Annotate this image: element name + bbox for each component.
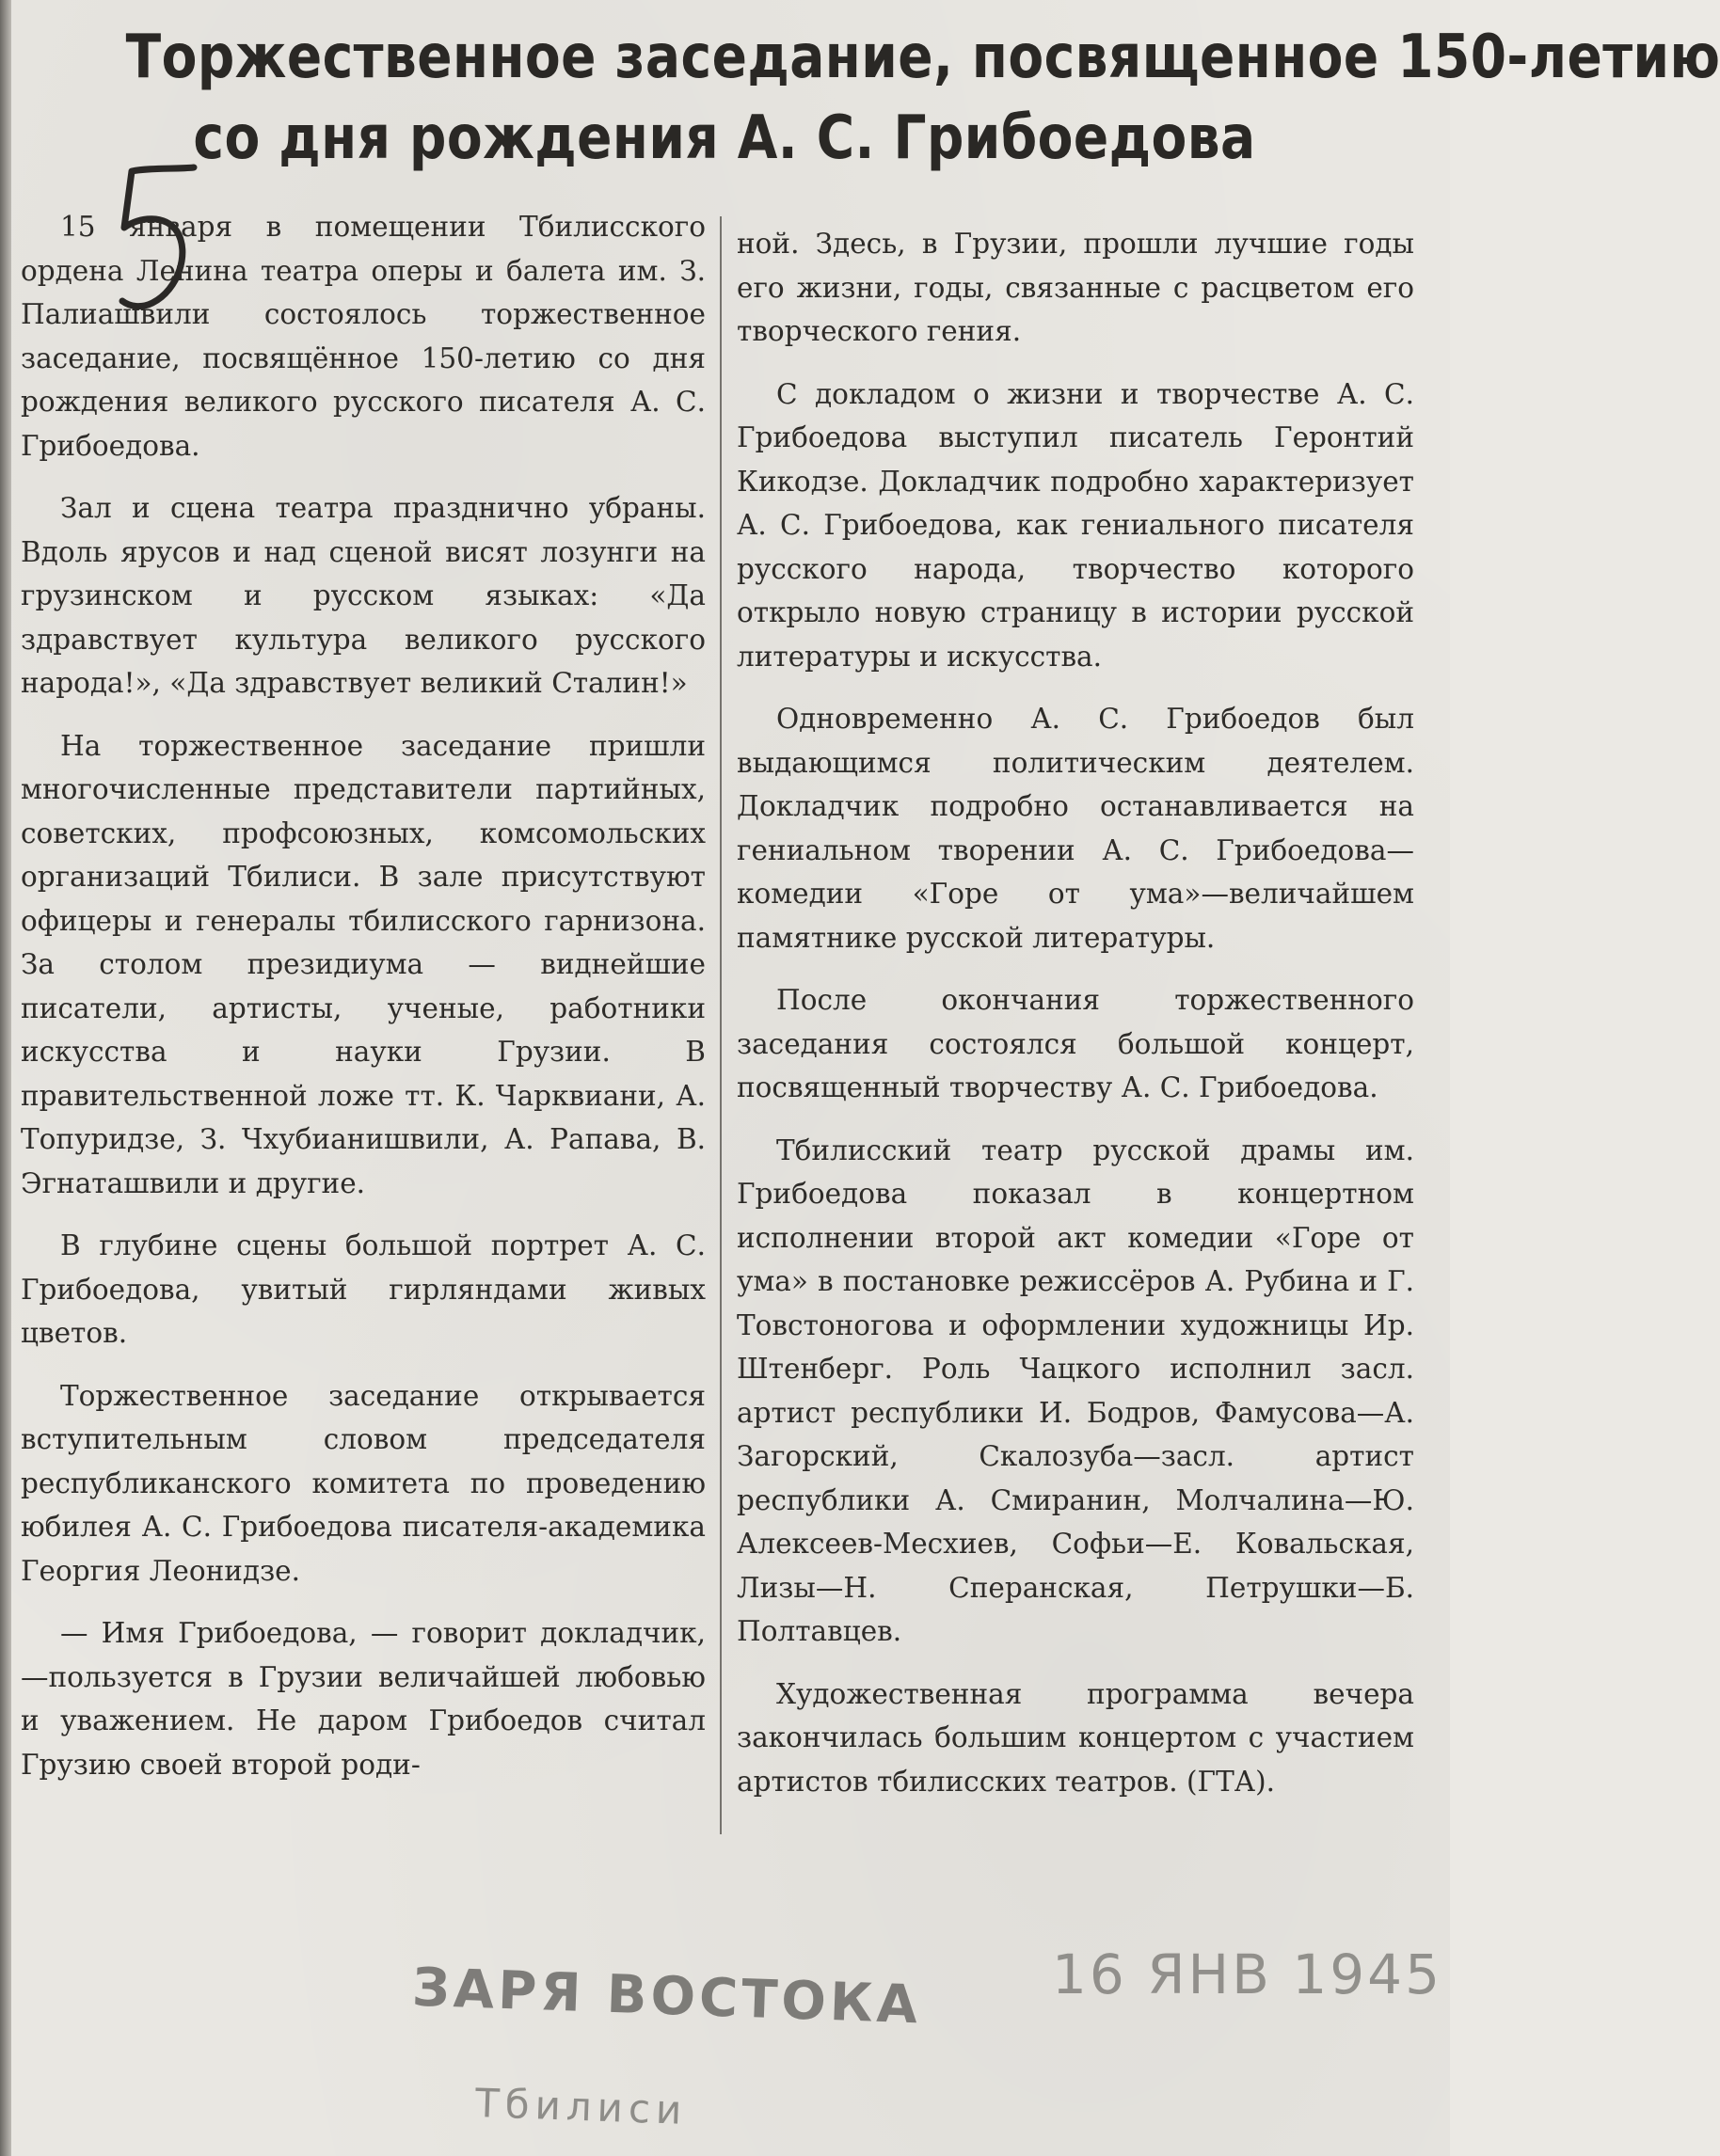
- column-divider: [720, 216, 722, 1834]
- headline-line-2: со дня рождения А. С. Грибоедова: [193, 103, 1256, 173]
- headline-line-1: Торжественное заседание, посвященное 150-летию: [125, 23, 1720, 92]
- scan-edge: [0, 0, 11, 2156]
- paragraph: С докладом о жизни и творчестве А. С. Грибоедова выступил писатель Геронтий Кикодзе. Докладчик подробно характеризует А. С. Грибоедова, как гениального писателя русского народа, творчество которого открыло новую страницу в истории русской литературы и искусства.: [737, 377, 1414, 673]
- newspaper-name-stamp: ЗАРЯ ВОСТОКА: [411, 1957, 923, 2037]
- paragraph: На торжественное заседание пришли многочисленные представители партийных, советских, профсоюзных, комсомольских организаций Тбилиси. В зале присутствуют офицеры и генералы тбилисского гарнизона. За столом президиума — виднейшие писатели, артисты, ученые, работники искусства и науки Грузии. В правительственной ложе тт. К. Чарквиани, А. Топуридзе, З. Чхубианишвили, А. Рапава, В. Эгнаташвили и другие.: [21, 729, 706, 1199]
- article-headline: [125, 17, 1720, 179]
- paragraph: Зал и сцена театра празднично убраны. Вдоль ярусов и над сценой висят лозунги на грузинском и русском языках: «Да здравствует культура великого русского народа!», «Да здравствует великий Сталин!»: [21, 492, 706, 699]
- paragraph: Тбилисский театр русской драмы им. Грибоедова показал в концертном исполнении второй акт комедии «Горе от ума» в постановке режиссёров А. Рубина и Г. Товстоногова и оформлении художницы Ир. Штенберг. Роль Чацкого исполнил засл. артист республики И. Бодров, Фамусова—А. Загорский, Скалозуба—засл. артист республики А. Смиранин, Молчалина—Ю. Алексеев-Месхиев, Софьи—Е. Ковальская, Лизы—Н. Сперанская, Петрушки—Б. Полтавцев.: [737, 1133, 1414, 1647]
- paragraph: ной. Здесь, в Грузии, прошли лучшие годы его жизни, годы, связанные с расцветом его творческого гения.: [737, 228, 1414, 347]
- left-column: [21, 205, 706, 1805]
- right-column: [737, 222, 1414, 1822]
- paragraph: 15 января в помещении Тбилисского ордена Ленина театра оперы и балета им. З. Палиашвили состоялось торжественное заседание, посвящённое 150-летию со дня рождения великого русского писателя А. С. Грибоедова.: [21, 211, 706, 462]
- paragraph: В глубине сцены большой портрет А. С. Грибоедова, увитый гирляндами живых цветов.: [21, 1229, 706, 1349]
- paragraph: Художественная программа вечера закончилась большим концертом с участием артистов тбилисских театров. (ГТА).: [737, 1677, 1414, 1798]
- paragraph: Одновременно А. С. Грибоедов был выдающимся политическим деятелем. Докладчик подробно останавливается на гениальном творении А. С. Грибоедова—комедии «Горе от ума»—величайшем памятнике русской литературы.: [737, 703, 1414, 954]
- date-stamp: 16 ЯНВ 1945: [1052, 1942, 1442, 2006]
- paragraph: Торжественное заседание открывается вступительным словом председателя республиканского комитета по проведению юбилея А. С. Грибоедова писателя-академика Георгия Леонидзе.: [21, 1379, 706, 1587]
- city-stamp: Тбилиси: [474, 2080, 689, 2133]
- paragraph: — Имя Грибоедова, — говорит докладчик,—пользуется в Грузии величайшей любовью и уважением. Не даром Грибоедов считал Грузию своей второй роди-: [21, 1617, 706, 1781]
- paragraph: После окончания торжественного заседания состоялся большой концерт, посвященный творчеству А. С. Грибоедова.: [737, 984, 1414, 1103]
